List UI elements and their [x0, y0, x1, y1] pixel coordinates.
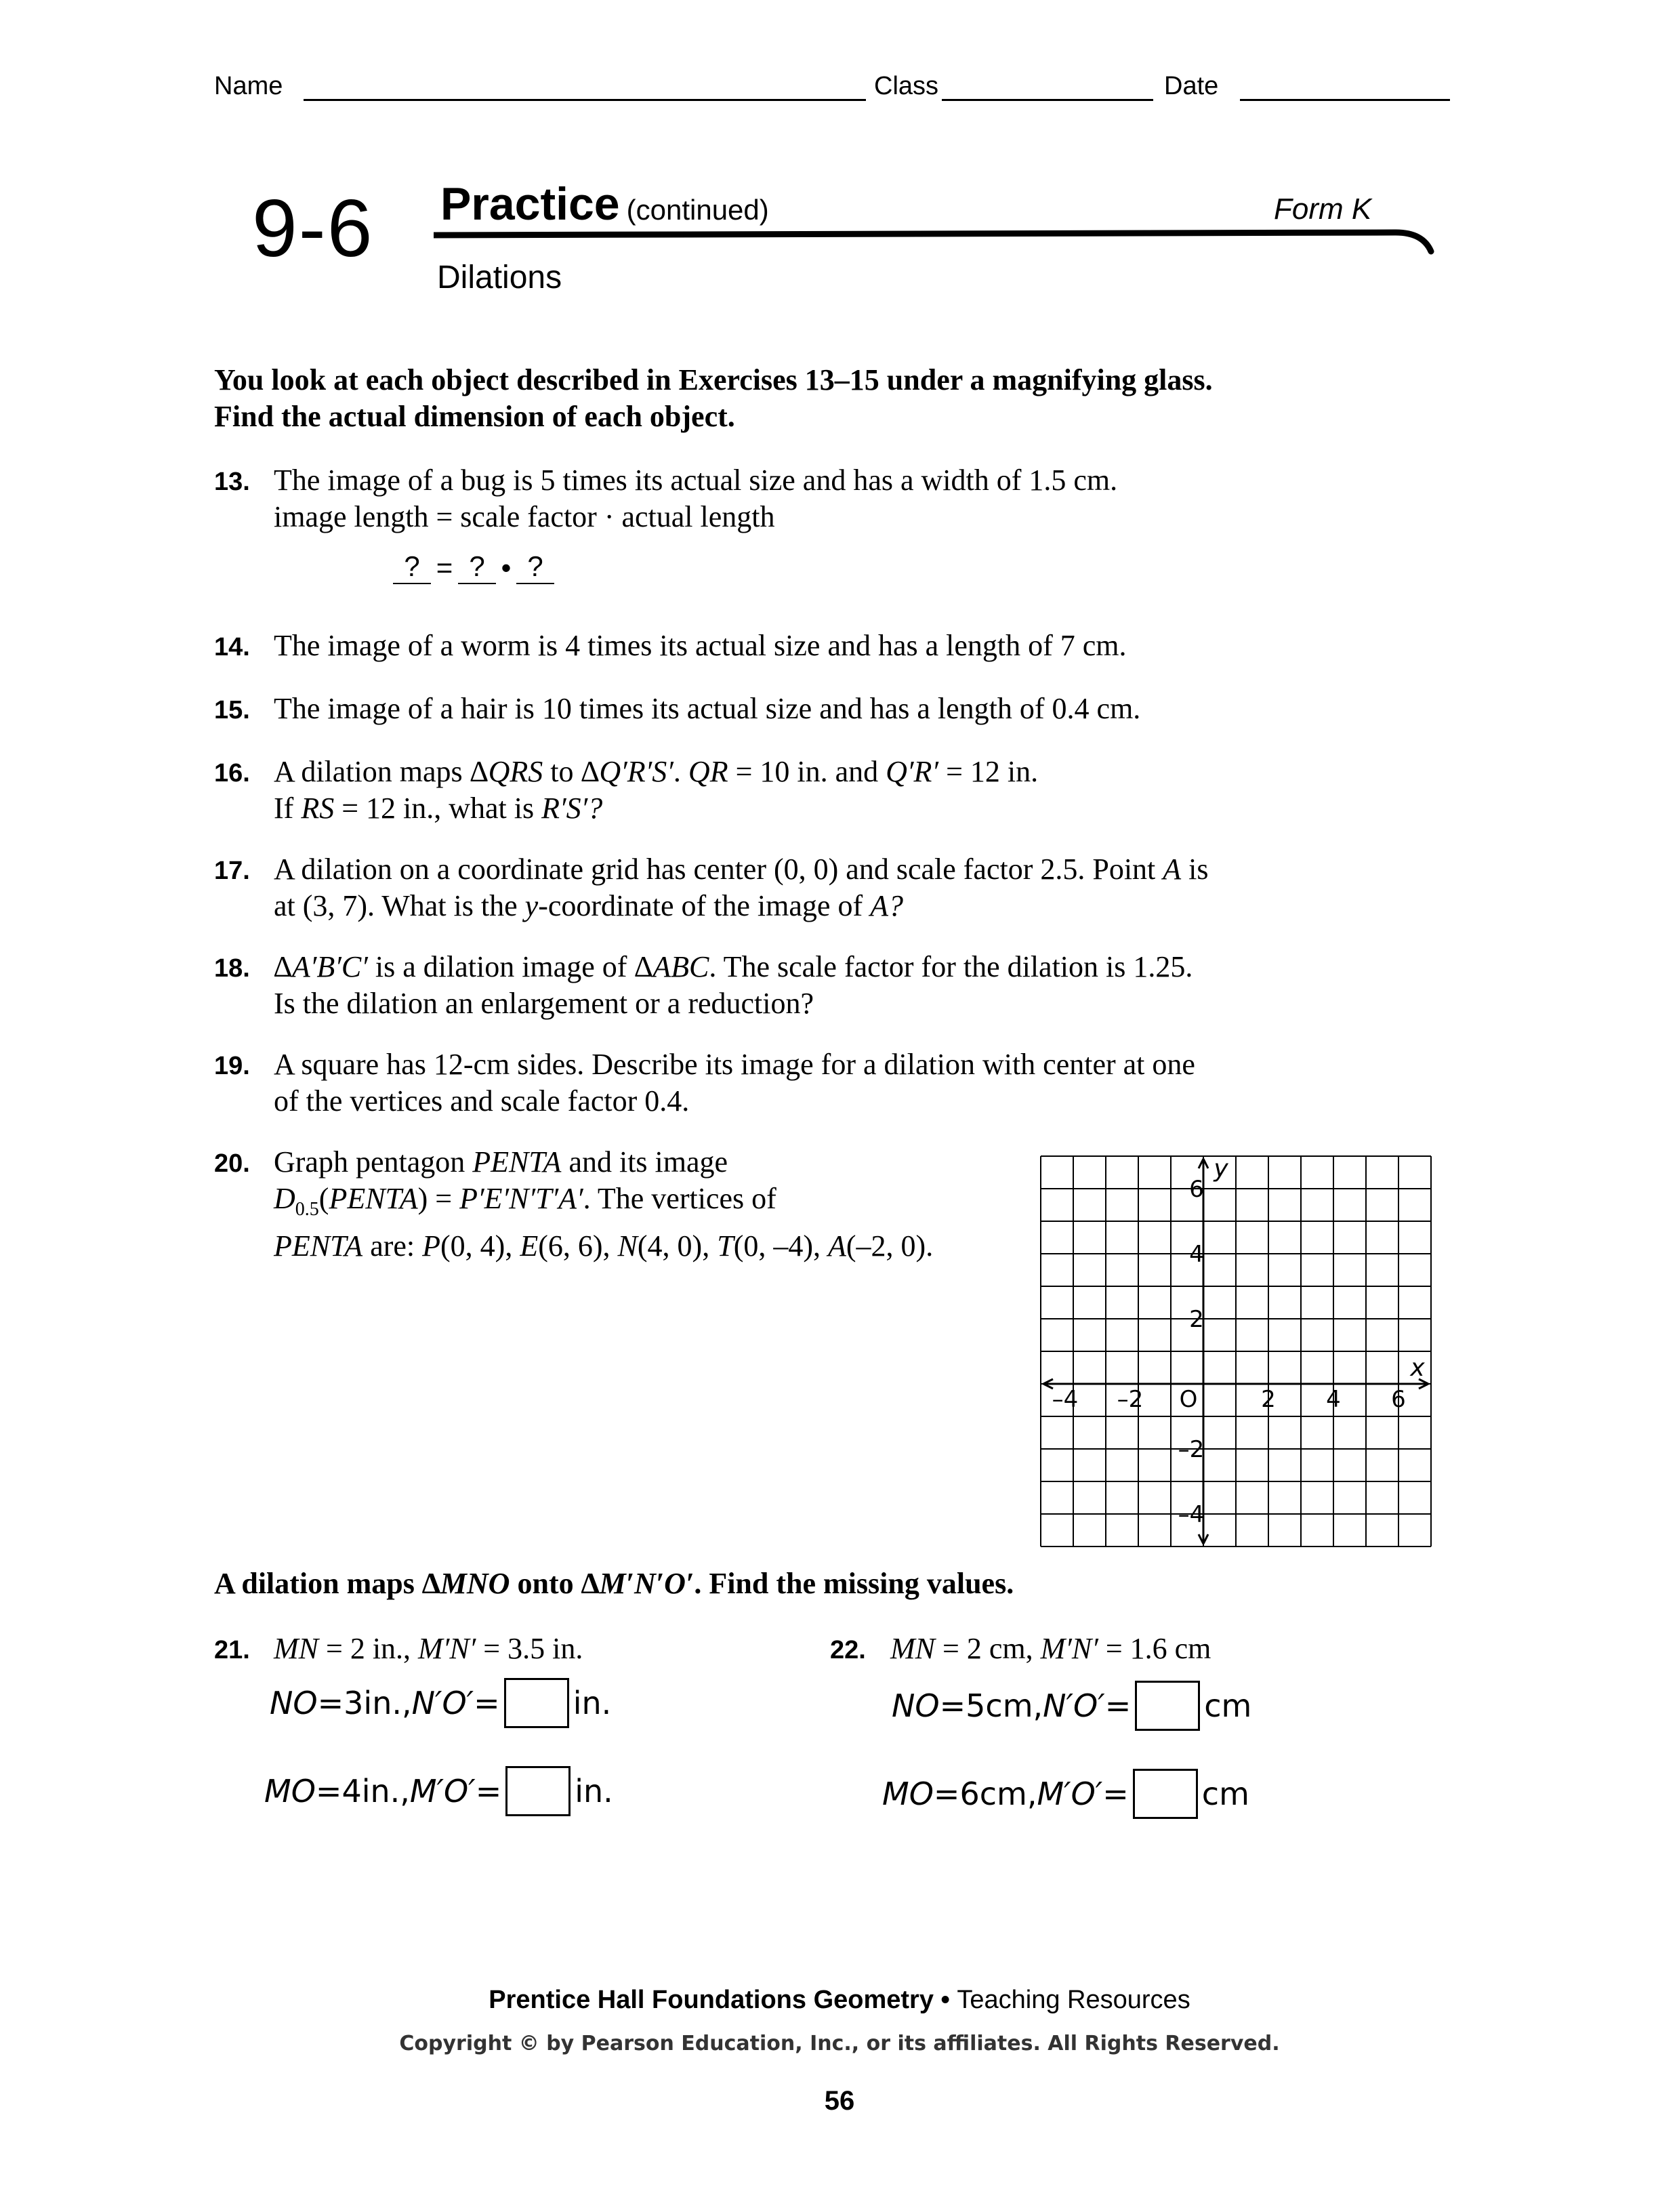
exercise-16-text: [274, 754, 1038, 827]
instructions-2: [214, 1565, 1501, 1602]
exercise-22-row-2: [882, 1769, 1249, 1819]
exercise-text-line: [274, 888, 1209, 924]
text-run: If: [274, 792, 302, 825]
text-run: . Find the missing values.: [694, 1567, 1014, 1600]
text-run: . The vertices of: [583, 1182, 776, 1215]
exercise-number: 13.: [214, 468, 250, 496]
exercise-text-line: [274, 1181, 933, 1228]
text-run: .: [673, 755, 688, 788]
text-run: A′B′C′: [291, 950, 368, 983]
exercise-18-text: [274, 949, 1193, 1022]
exercise-text-line: The image of a bug is 5 times its actual size and has a width of 1.5 cm.: [274, 464, 1118, 497]
exercise-text-line: A square has 12-cm sides. Describe its image for a dilation with center at one: [274, 1048, 1195, 1081]
text-run: Q′R′: [886, 755, 939, 788]
text-run: in.: [573, 1685, 612, 1721]
exercise-17-text: [274, 851, 1209, 924]
text-run: =5cm,: [939, 1687, 1043, 1724]
instructions-line-1: You look at each object described in Exercises 13–15 under a magnifying glass.: [214, 363, 1213, 396]
text-run: in.: [575, 1773, 613, 1809]
exercise-20-text: [274, 1144, 933, 1265]
x-tick-label: 4: [1326, 1386, 1341, 1413]
date-label: Date: [1164, 72, 1219, 100]
text-run: M′N′O′: [599, 1567, 695, 1600]
coordinate-grid[interactable]: [1037, 1152, 1436, 1559]
text-run: Teaching Resources: [957, 1986, 1190, 2014]
blank-answer[interactable]: ?: [393, 550, 431, 584]
exercise-22-row-1: [892, 1681, 1251, 1731]
footer-copyright: Copyright © by Pearson Education, Inc., or its affiliates. All Rights Reserved.: [399, 2032, 1280, 2055]
exercise-13-text: [274, 462, 1117, 535]
text-run: PENTA: [329, 1182, 418, 1215]
text-run: =4in.,: [315, 1773, 410, 1809]
text-run: P: [422, 1229, 441, 1263]
text-run: is a dilation image of ∆: [367, 950, 653, 983]
text-run: MO: [882, 1776, 934, 1812]
text-run: PENTA: [472, 1145, 562, 1179]
text-run: = 2 cm,: [935, 1632, 1041, 1665]
text-run: PENTA: [274, 1229, 363, 1263]
date-field[interactable]: [1240, 99, 1450, 101]
text-run: P′E′N′T′A′: [459, 1182, 583, 1215]
exercise-number: 20.: [214, 1149, 250, 1178]
text-run: NO: [270, 1685, 318, 1721]
text-run: MN: [890, 1632, 935, 1665]
text-run: (: [318, 1182, 329, 1215]
title-suffix: (continued): [626, 194, 769, 226]
text-run: (4, 0),: [637, 1229, 718, 1263]
text-run: E: [520, 1229, 539, 1263]
exercise-number: 15.: [214, 696, 250, 724]
exercise-19-text: [274, 1046, 1195, 1120]
answer-box[interactable]: [1135, 1681, 1200, 1731]
exercise-text-line: image length = scale factor · actual length: [274, 500, 775, 533]
equals-sign: =: [436, 552, 453, 583]
exercise-text-line: [274, 1228, 933, 1265]
dot-operator: •: [501, 552, 512, 583]
name-field[interactable]: [304, 99, 866, 101]
text-run: A: [828, 1229, 846, 1263]
text-run: = 10 in. and: [728, 755, 886, 788]
class-label: Class: [874, 72, 939, 100]
answer-box[interactable]: [1133, 1769, 1198, 1819]
text-run: y: [524, 889, 539, 922]
exercise-13-equation: [393, 550, 554, 584]
exercise-text-line: Is the dilation an enlargement or a reduction?: [274, 987, 814, 1020]
x-tick-label: 2: [1261, 1386, 1276, 1413]
text-run: N′O′: [1043, 1687, 1105, 1724]
exercise-14-text: The image of a worm is 4 times its actual size and has a length of 7 cm.: [274, 629, 1127, 662]
exercise-21-given: [274, 1631, 583, 1667]
text-run: D: [274, 1182, 295, 1215]
y-tick-label: 2: [1189, 1306, 1204, 1333]
text-run: =: [1102, 1776, 1129, 1812]
text-run: A?: [870, 889, 903, 922]
text-run: A dilation maps ∆: [214, 1567, 440, 1600]
text-run: MNO: [440, 1567, 510, 1600]
exercise-text-line: [274, 790, 1038, 827]
text-run: A dilation on a coordinate grid has center (0, 0) and scale factor 2.5. Point: [274, 853, 1163, 886]
exercise-text-line: [274, 754, 1038, 790]
text-run: and its image: [561, 1145, 728, 1179]
exercise-text-line: [274, 851, 1209, 888]
text-run: to ∆: [543, 755, 600, 788]
text-run: 0.5: [295, 1198, 319, 1220]
text-run: •: [933, 1986, 957, 2014]
exercise-22-given: [890, 1631, 1211, 1667]
text-run: =6cm,: [933, 1776, 1037, 1812]
page-title: [440, 178, 769, 230]
text-run: RS: [301, 792, 335, 825]
text-run: -coordinate of the image of: [538, 889, 871, 922]
text-run: M′O′: [409, 1773, 476, 1809]
name-label: Name: [214, 72, 283, 100]
exercise-text-line: of the vertices and scale factor 0.4.: [274, 1084, 690, 1118]
text-run: QRS: [488, 755, 543, 788]
instructions-1: [214, 362, 1501, 435]
text-run: ) =: [417, 1182, 460, 1215]
text-run: are:: [362, 1229, 423, 1263]
y-tick-label: –4: [1178, 1501, 1205, 1528]
y-tick-label: –2: [1178, 1436, 1205, 1463]
x-axis-label: x: [1410, 1354, 1425, 1382]
text-run: M′N′: [418, 1632, 476, 1665]
text-run: (0, –4),: [733, 1229, 828, 1263]
text-run: A: [1163, 853, 1182, 886]
text-run: A dilation maps ∆: [274, 755, 489, 788]
text-run: = 3.5 in.: [476, 1632, 583, 1665]
page-number: 56: [824, 2086, 855, 2116]
text-run: Q′R′S′: [599, 755, 673, 788]
text-run: T: [717, 1229, 734, 1263]
text-run: N: [617, 1229, 638, 1263]
text-run: (0, 4),: [440, 1229, 520, 1263]
text-run: Graph pentagon: [274, 1145, 473, 1179]
x-tick-label: –2: [1117, 1386, 1144, 1413]
text-run: R′S′?: [541, 792, 603, 825]
text-run: = 2 in.,: [318, 1632, 419, 1665]
exercise-number: 18.: [214, 954, 250, 983]
text-run: M′O′: [1037, 1776, 1103, 1812]
exercise-21-row-1: [270, 1678, 611, 1728]
text-run: =: [1104, 1687, 1132, 1724]
exercise-text-line: [274, 949, 1193, 985]
text-run: = 12 in.: [938, 755, 1039, 788]
text-run: cm: [1204, 1687, 1252, 1724]
y-tick-label: 4: [1189, 1241, 1204, 1268]
text-run: Prentice Hall Foundations Geometry: [489, 1986, 934, 2014]
text-run: MO: [264, 1773, 316, 1809]
text-run: (–2, 0).: [846, 1229, 934, 1263]
text-run: at (3, 7). What is the: [274, 889, 525, 922]
blank-answer[interactable]: ?: [458, 550, 496, 584]
exercise-15-text: The image of a hair is 10 times its actual size and has a length of 0.4 cm.: [274, 692, 1141, 725]
exercise-21-row-2: [264, 1766, 613, 1816]
text-run: N′O′: [411, 1685, 474, 1721]
text-run: QR: [688, 755, 728, 788]
text-run: . The scale factor for the dilation is 1.25.: [709, 950, 1193, 983]
lesson-number: 9-6: [252, 183, 374, 274]
exercise-number: 22.: [830, 1636, 866, 1664]
text-run: onto ∆: [510, 1567, 600, 1600]
exercise-number: 19.: [214, 1052, 250, 1080]
exercise-number: 16.: [214, 759, 250, 787]
blank-answer[interactable]: ?: [516, 550, 554, 584]
text-run: = 12 in., what is: [334, 792, 542, 825]
text-run: is: [1181, 853, 1209, 886]
answer-box[interactable]: [505, 1766, 571, 1816]
x-tick-label: 6: [1391, 1386, 1406, 1413]
text-run: NO: [892, 1687, 940, 1724]
page-subtitle: Dilations: [437, 260, 562, 295]
text-run: = 1.6 cm: [1098, 1632, 1211, 1665]
text-run: ABC: [652, 950, 709, 983]
text-run: MN: [274, 1632, 318, 1665]
text-run: =3in.,: [317, 1685, 412, 1721]
text-run: (6, 6),: [538, 1229, 618, 1263]
text-run: M′N′: [1040, 1632, 1098, 1665]
text-run: =: [475, 1773, 502, 1809]
exercise-number: 14.: [214, 633, 250, 661]
exercise-number: 21.: [214, 1636, 250, 1664]
exercise-number: 17.: [214, 857, 250, 885]
text-run: =: [474, 1685, 500, 1721]
x-tick-label: –4: [1052, 1386, 1079, 1413]
instructions-line-2: Find the actual dimension of each object.: [214, 400, 735, 433]
text-run: ∆: [274, 950, 292, 983]
exercise-text-line: [274, 1144, 933, 1181]
y-axis-label: y: [1214, 1155, 1228, 1183]
text-run: cm: [1201, 1776, 1249, 1812]
form-label: Form K: [1274, 192, 1372, 226]
footer-book-title: [0, 1986, 1679, 2015]
answer-box[interactable]: [504, 1678, 569, 1728]
title-text: Practice: [440, 178, 620, 230]
class-field[interactable]: [942, 99, 1153, 101]
title-rule: [434, 227, 1436, 261]
origin-label: O: [1179, 1386, 1198, 1413]
y-tick-label: 6: [1189, 1176, 1204, 1203]
